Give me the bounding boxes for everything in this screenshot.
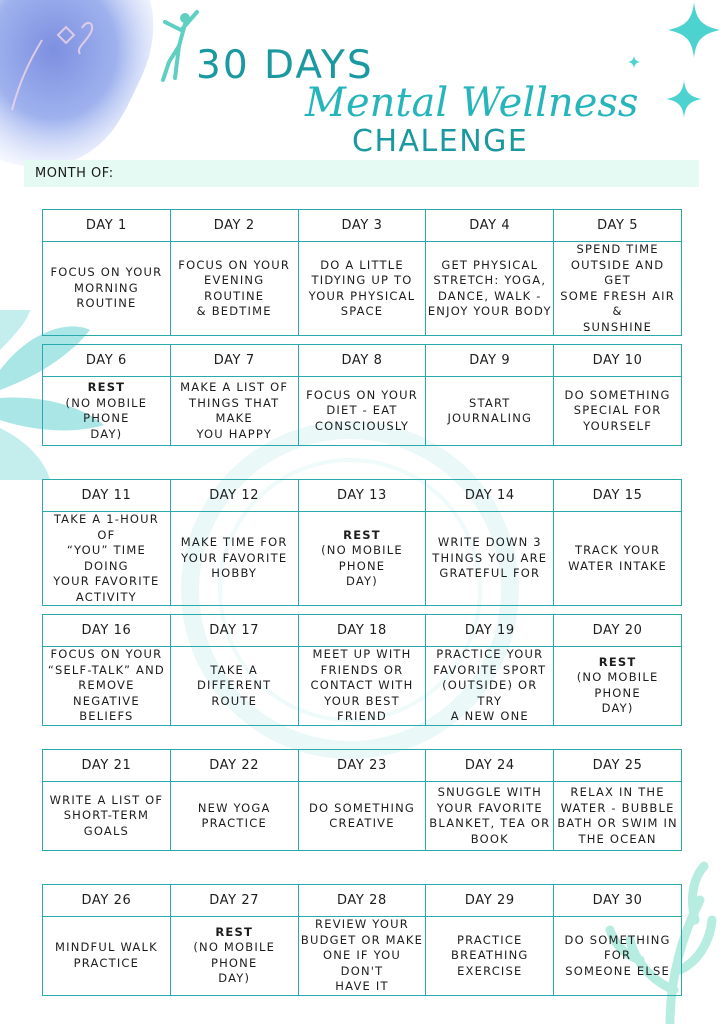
activity-line: EVENING ROUTINE <box>204 273 265 303</box>
rest-label: REST <box>87 380 126 394</box>
day-label: DAY 11 <box>43 480 171 512</box>
day-label: DAY 26 <box>43 885 171 917</box>
day-label: DAY 21 <box>43 750 171 782</box>
activity-line: EXERCISE <box>457 963 523 978</box>
activity-line: FOCUS ON YOUR <box>50 265 163 280</box>
activity-line: “SELF-TALK” AND <box>47 662 165 677</box>
activity-line: FOCUS ON YOUR <box>306 387 418 402</box>
activity-line: SPECIAL FOR <box>573 403 662 418</box>
day-activity <box>426 917 554 996</box>
activity-line: GRATEFUL FOR <box>439 566 541 581</box>
activity-line: PRACTICE <box>457 932 523 947</box>
activity-line: TAKE A 1-HOUR OF <box>53 512 159 542</box>
activity-line: FAVORITE SPORT <box>433 662 547 677</box>
activity-line: REMOVE NEGATIVE <box>72 678 140 708</box>
day-activity <box>426 512 554 606</box>
activity-line: WRITE A LIST OF <box>49 792 164 807</box>
activity-line: MAKE A LIST OF <box>180 380 289 394</box>
activity-line: REVIEW YOUR <box>315 917 409 931</box>
week-table <box>42 344 682 446</box>
watercolor-blob-decoration <box>0 0 160 175</box>
day-label: DAY 19 <box>426 615 554 647</box>
activity-line: BATH OR SWIM IN <box>557 816 678 830</box>
day-activity <box>43 242 171 336</box>
day-label: DAY 29 <box>426 885 554 917</box>
day-label: DAY 12 <box>170 480 298 512</box>
activity-line: TRACK YOUR <box>574 543 661 557</box>
week-table <box>42 749 682 851</box>
activity-line: PRACTICE <box>73 955 140 970</box>
activity-line: ACTIVITY <box>75 589 137 604</box>
day-label: DAY 9 <box>426 345 554 377</box>
day-activity <box>170 242 298 336</box>
day-activity <box>43 377 171 446</box>
activity-line: BREATHING <box>451 948 529 962</box>
page-title: 30 DAYS <box>196 43 374 88</box>
day-label: DAY 16 <box>43 615 171 647</box>
activity-line: BLANKET, TEA OR <box>429 816 551 830</box>
activity-line: DAY) <box>601 701 634 716</box>
day-label: DAY 20 <box>554 615 682 647</box>
activity-line: FOCUS ON YOUR <box>178 257 291 272</box>
activity-line: YOU HAPPY <box>196 426 272 441</box>
activity-line: MEET UP WITH <box>312 647 412 661</box>
activity-line: WATER - BUBBLE <box>560 800 675 815</box>
day-label: DAY 10 <box>554 345 682 377</box>
day-label: DAY 14 <box>426 480 554 512</box>
activity-line: SUNSHINE <box>583 319 653 334</box>
rest-label: REST <box>215 924 254 939</box>
activity-line: DAY) <box>90 426 123 441</box>
day-label: DAY 30 <box>554 885 682 917</box>
week-table <box>42 479 682 606</box>
activity-line: YOUR FAVORITE <box>436 800 543 815</box>
month-label: MONTH OF: <box>35 166 114 181</box>
activity-line: CONTACT WITH <box>310 678 414 692</box>
day-label: DAY 13 <box>298 480 426 512</box>
activity-line: (NO MOBILE PHONE <box>321 543 403 573</box>
day-label: DAY 3 <box>298 210 426 242</box>
activity-line: (NO MOBILE PHONE <box>65 395 148 425</box>
day-label: DAY 18 <box>298 615 426 647</box>
activity-line: HOBBY <box>211 566 258 581</box>
activity-line: DO SOMETHING <box>564 387 671 402</box>
day-activity <box>554 917 682 996</box>
week-table <box>42 884 682 996</box>
activity-line: MORNING ROUTINE <box>73 280 139 311</box>
activity-line: HAVE IT <box>335 979 389 993</box>
activity-line: START JOURNALING <box>447 395 533 425</box>
day-activity <box>298 242 426 336</box>
activity-line: RELAX IN THE <box>570 785 665 799</box>
activity-line: SHORT-TERM <box>63 808 150 823</box>
day-label: DAY 25 <box>554 750 682 782</box>
activity-line: CREATIVE <box>329 816 395 830</box>
activity-line: STRETCH: YOGA, <box>433 273 547 287</box>
day-activity <box>170 917 298 996</box>
day-activity <box>426 782 554 851</box>
activity-line: (OUTSIDE) OR TRY <box>442 678 538 708</box>
activity-line: GOALS <box>83 823 130 838</box>
activity-line: SNUGGLE WITH <box>437 785 542 799</box>
day-label: DAY 8 <box>298 345 426 377</box>
activity-line: TAKE A DIFFERENT <box>196 662 272 692</box>
activity-line: SOME FRESH AIR & <box>560 288 675 318</box>
activity-line: YOUR FAVORITE <box>181 550 288 565</box>
activity-line: FRIENDS OR <box>320 662 404 677</box>
day-label: DAY 28 <box>298 885 426 917</box>
day-activity <box>554 782 682 851</box>
activity-line: NEW YOGA <box>197 800 271 815</box>
day-activity <box>298 647 426 726</box>
day-label: DAY 2 <box>170 210 298 242</box>
activity-line: WRITE DOWN 3 <box>437 535 542 550</box>
activity-line: YOURSELF <box>583 418 653 433</box>
day-activity <box>43 917 171 996</box>
day-activity <box>426 647 554 726</box>
activity-line: DO SOMETHING <box>308 800 416 815</box>
activity-line: DAY) <box>218 971 251 986</box>
activity-line: SOMEONE ELSE <box>565 963 670 978</box>
day-activity <box>298 917 426 996</box>
day-activity <box>426 377 554 446</box>
activity-line: (NO MOBILE PHONE <box>193 940 276 970</box>
week-table <box>42 614 682 726</box>
activity-line: “YOU” TIME DOING <box>66 543 146 573</box>
week-table <box>42 209 682 336</box>
activity-line: PRACTICE YOUR <box>436 647 544 661</box>
activity-line: MAKE TIME FOR <box>180 535 288 550</box>
day-label: DAY 1 <box>43 210 171 242</box>
day-activity <box>426 242 554 336</box>
page-title-script: Mental Wellness <box>305 80 639 126</box>
activity-line: DANCE, WALK - <box>437 288 542 303</box>
activity-line: DO A LITTLE <box>320 257 404 272</box>
day-activity <box>170 512 298 606</box>
activity-line: CONSCIOUSLY <box>314 418 410 433</box>
activity-line: FOCUS ON YOUR <box>50 647 163 661</box>
activity-line: ENJOY YOUR BODY <box>427 304 552 318</box>
day-activity <box>554 242 682 336</box>
activity-line: BELIEFS <box>79 709 134 723</box>
day-label: DAY 24 <box>426 750 554 782</box>
activity-line: YOUR FAVORITE <box>53 574 160 588</box>
activity-line: SPACE <box>340 304 384 318</box>
day-label: DAY 6 <box>43 345 171 377</box>
day-label: DAY 22 <box>170 750 298 782</box>
activity-line: THE OCEAN <box>578 831 657 846</box>
rest-label: REST <box>343 527 381 542</box>
month-field[interactable] <box>24 160 699 187</box>
activity-line: DAY) <box>346 574 378 588</box>
activity-line: (NO MOBILE PHONE <box>576 670 659 700</box>
day-activity <box>298 512 426 606</box>
page-subtitle: CHALENGE <box>352 124 529 159</box>
activity-line: GET PHYSICAL <box>441 257 539 272</box>
day-activity <box>554 512 682 606</box>
day-label: DAY 27 <box>170 885 298 917</box>
day-label: DAY 7 <box>170 345 298 377</box>
activity-line: MINDFUL WALK <box>54 940 158 955</box>
day-label: DAY 23 <box>298 750 426 782</box>
activity-line: OUTSIDE AND GET <box>570 257 665 287</box>
activity-line: A NEW ONE <box>450 709 529 723</box>
day-activity <box>554 377 682 446</box>
activity-line: SPEND TIME <box>576 242 659 256</box>
activity-line: THINGS THAT MAKE <box>188 395 280 425</box>
day-activity <box>43 647 171 726</box>
activity-line: DO SOMETHING FOR <box>564 932 671 962</box>
activity-line: YOUR BEST FRIEND <box>324 693 400 723</box>
activity-line: TIDYING UP TO <box>311 273 413 287</box>
activity-line: YOUR PHYSICAL <box>308 288 416 303</box>
activity-line: THINGS YOU ARE <box>432 550 548 565</box>
day-activity <box>170 782 298 851</box>
activity-line: ONE IF YOU DON'T <box>322 948 402 978</box>
day-label: DAY 4 <box>426 210 554 242</box>
day-activity <box>298 377 426 446</box>
day-activity <box>170 377 298 446</box>
activity-line: BUDGET OR MAKE <box>300 932 424 947</box>
day-activity <box>170 647 298 726</box>
day-label: DAY 17 <box>170 615 298 647</box>
day-activity <box>43 782 171 851</box>
day-activity <box>43 512 171 606</box>
activity-line: WATER INTAKE <box>568 558 668 573</box>
activity-line: PRACTICE <box>201 816 267 830</box>
activity-line: DIET - EAT <box>326 403 398 418</box>
activity-line: & BEDTIME <box>196 304 272 318</box>
day-label: DAY 5 <box>554 210 682 242</box>
day-activity <box>298 782 426 851</box>
activity-line: BOOK <box>470 831 509 846</box>
day-activity <box>554 647 682 726</box>
rest-label: REST <box>598 654 637 669</box>
day-label: DAY 15 <box>554 480 682 512</box>
activity-line: ROUTE <box>211 693 258 708</box>
